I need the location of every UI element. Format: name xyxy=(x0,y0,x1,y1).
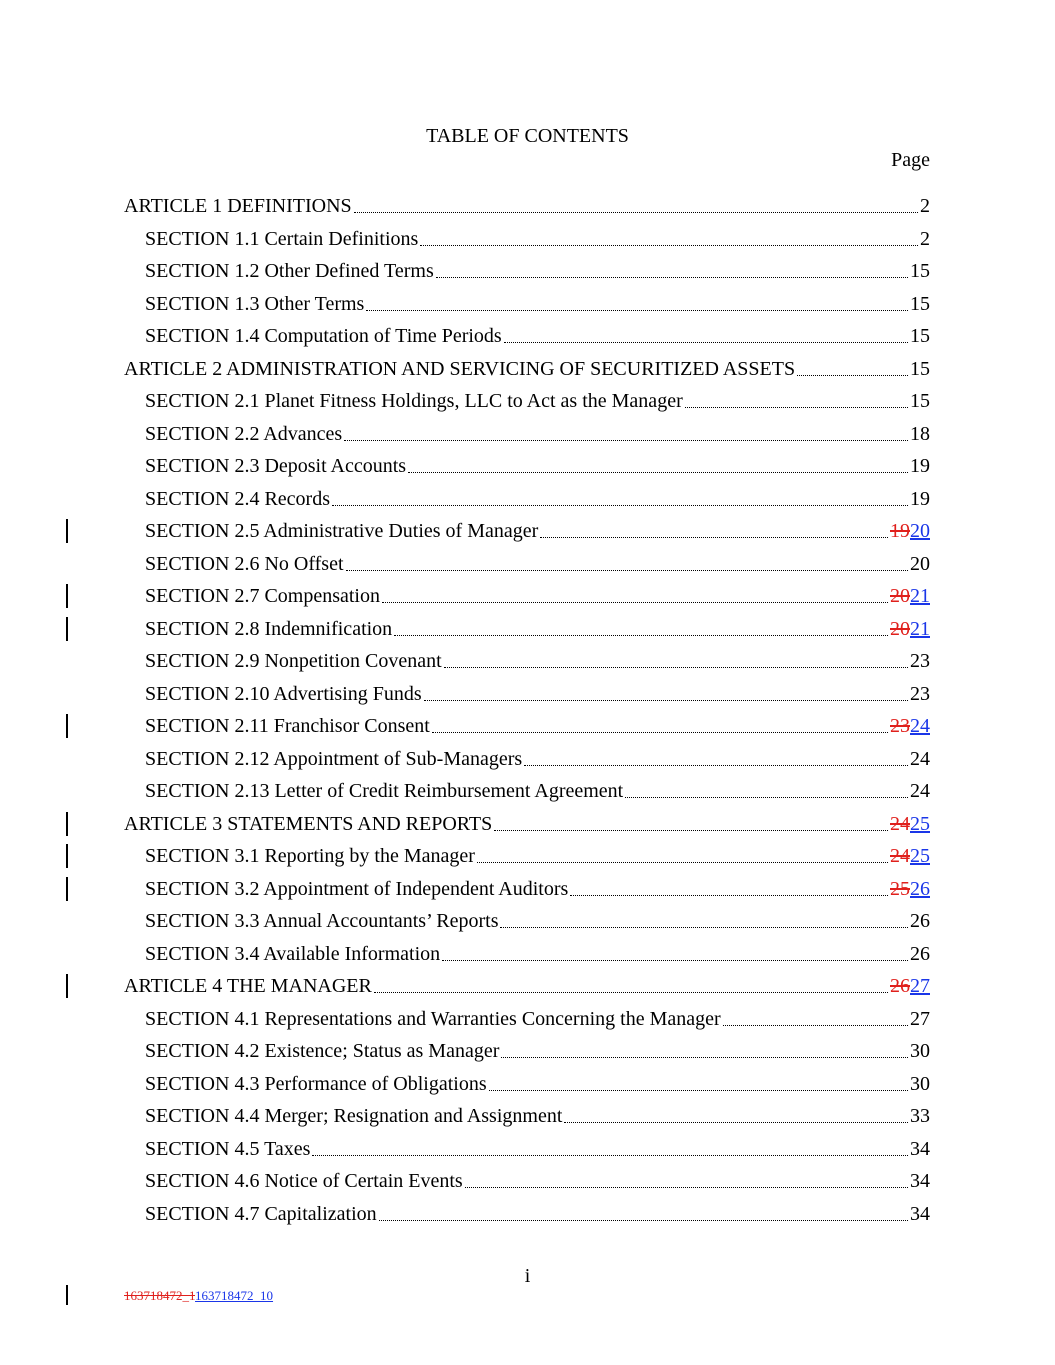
dot-leader xyxy=(332,483,908,506)
toc-list xyxy=(124,190,930,1230)
toc-entry-label: SECTION 2.6 No Offset xyxy=(145,552,344,575)
toc-entry-label: SECTION 3.1 Reporting by the Manager xyxy=(145,845,475,867)
dot-leader xyxy=(625,775,908,798)
toc-section-entry xyxy=(124,320,930,353)
toc-section-entry xyxy=(124,223,930,256)
toc-section-entry xyxy=(124,743,930,776)
toc-entry-label: ARTICLE 4 THE MANAGER xyxy=(124,975,372,997)
toc-entry-page: 27 xyxy=(910,1007,930,1030)
toc-section-entry xyxy=(124,1198,930,1231)
toc-entry-label: SECTION 2.11 Franchisor Consent xyxy=(145,715,430,737)
toc-entry-page xyxy=(890,808,930,840)
toc-entry-label: SECTION 2.1 Planet Fitness Holdings, LLC to Act as the Manager xyxy=(145,390,683,412)
toc-title: TABLE OF CONTENTS xyxy=(426,125,629,147)
dot-leader xyxy=(494,808,888,831)
deleted-page-number: 19 xyxy=(890,520,910,542)
toc-section-entry xyxy=(124,613,930,646)
toc-entry-label: SECTION 2.2 Advances xyxy=(145,422,343,445)
toc-entry-label: SECTION 2.3 Deposit Accounts xyxy=(145,455,407,477)
toc-section-entry xyxy=(124,678,930,711)
dot-leader xyxy=(564,1100,908,1123)
toc-entry-label: SECTION 1.2 Other Defined Terms xyxy=(145,260,434,282)
toc-entry-label: SECTION 4.3 Performance of Obligations xyxy=(145,1072,487,1095)
dot-leader xyxy=(540,515,888,538)
toc-entry-page: 15 xyxy=(910,325,930,347)
dot-leader xyxy=(685,385,908,408)
toc-entry-label: SECTION 4.7 Capitalization xyxy=(145,1202,377,1225)
toc-entry-page: 34 xyxy=(910,1137,930,1160)
toc-section-entry xyxy=(124,1035,930,1068)
toc-entry-label: SECTION 1.3 Other Terms xyxy=(145,292,365,315)
toc-entry-label: SECTION 2.10 Advertising Funds xyxy=(145,682,422,705)
toc-entry-label: SECTION 3.4 Available Information xyxy=(145,942,441,965)
toc-section-entry xyxy=(124,483,930,516)
dot-leader xyxy=(465,1165,908,1188)
toc-entry-label: SECTION 4.1 Representations and Warranties Concerning the Manager xyxy=(145,1007,721,1030)
toc-entry-page xyxy=(890,580,930,612)
toc-section-entry xyxy=(124,580,930,613)
page-column-header: Page xyxy=(891,149,930,171)
dot-leader xyxy=(379,1198,908,1221)
toc-entry-page xyxy=(890,710,930,742)
deleted-page-number: 26 xyxy=(890,975,910,997)
toc-entry-page: 15 xyxy=(910,292,930,315)
change-bar xyxy=(66,617,68,641)
toc-entry-page: 23 xyxy=(910,682,930,705)
deleted-page-number: 25 xyxy=(890,877,910,900)
dot-leader xyxy=(344,418,908,441)
dot-leader xyxy=(408,450,908,473)
toc-section-entry xyxy=(124,710,930,743)
toc-entry-page: 20 xyxy=(910,552,930,575)
change-bar xyxy=(66,877,68,901)
toc-section-entry xyxy=(124,938,930,971)
dot-leader xyxy=(366,288,908,311)
toc-entry-page: 18 xyxy=(910,422,930,445)
toc-entry-page xyxy=(890,873,930,905)
dot-leader xyxy=(432,710,888,733)
dot-leader xyxy=(382,580,888,603)
toc-section-entry xyxy=(124,873,930,906)
toc-entry-label: SECTION 4.6 Notice of Certain Events xyxy=(145,1170,463,1192)
deleted-page-number: 20 xyxy=(890,585,910,607)
inserted-page-number: 25 xyxy=(910,845,930,867)
toc-entry-page: 15 xyxy=(910,390,930,412)
dot-leader xyxy=(346,548,908,571)
toc-entry-label: SECTION 1.4 Computation of Time Periods xyxy=(145,325,502,347)
toc-section-entry xyxy=(124,548,930,581)
dot-leader xyxy=(442,938,908,961)
dot-leader xyxy=(524,743,908,766)
dot-leader xyxy=(424,678,908,701)
change-bar xyxy=(66,1285,68,1305)
toc-entry-page: 2 xyxy=(920,227,930,250)
toc-section-entry xyxy=(124,1165,930,1198)
dot-leader xyxy=(504,320,908,343)
toc-section-entry xyxy=(124,1133,930,1166)
toc-section-entry xyxy=(124,905,930,938)
toc-section-entry xyxy=(124,255,930,288)
inserted-page-number: 20 xyxy=(910,520,930,542)
inserted-page-number: 21 xyxy=(910,585,930,607)
change-bar xyxy=(66,844,68,868)
dot-leader xyxy=(436,255,908,278)
dot-leader xyxy=(312,1133,908,1156)
dot-leader xyxy=(394,613,888,636)
toc-entry-page: 26 xyxy=(910,910,930,932)
deleted-page-number: 24 xyxy=(890,845,910,867)
doc-id-inserted: 163718472_10 xyxy=(195,1288,274,1303)
toc-section-entry xyxy=(124,840,930,873)
toc-article-entry xyxy=(124,190,930,223)
toc-section-entry xyxy=(124,645,930,678)
toc-section-entry xyxy=(124,1068,930,1101)
change-bar xyxy=(66,584,68,608)
dot-leader xyxy=(420,223,918,246)
dot-leader xyxy=(354,190,918,213)
toc-entry-page: 15 xyxy=(910,357,930,380)
inserted-page-number: 21 xyxy=(910,617,930,640)
toc-entry-page: 19 xyxy=(910,455,930,477)
toc-article-entry xyxy=(124,808,930,841)
toc-entry-label: SECTION 4.2 Existence; Status as Manager xyxy=(145,1040,500,1062)
toc-section-entry xyxy=(124,450,930,483)
toc-entry-page: 26 xyxy=(910,942,930,965)
toc-entry-page: 34 xyxy=(910,1170,930,1192)
deleted-page-number: 20 xyxy=(890,617,910,640)
page-number: i xyxy=(524,1265,531,1287)
toc-entry-label: SECTION 3.3 Annual Accountants’ Reports xyxy=(145,910,499,932)
toc-entry-label: SECTION 1.1 Certain Definitions xyxy=(145,227,419,250)
toc-entry-label: SECTION 2.5 Administrative Duties of Manager xyxy=(145,520,539,542)
change-bar xyxy=(66,812,68,836)
dot-leader xyxy=(477,840,888,863)
dot-leader xyxy=(500,905,908,928)
toc-entry-label: SECTION 2.9 Nonpetition Covenant xyxy=(145,650,442,672)
toc-entry-page: 34 xyxy=(910,1202,930,1225)
deleted-page-number: 23 xyxy=(890,715,910,737)
toc-entry-page xyxy=(890,840,930,872)
toc-entry-label: SECTION 2.8 Indemnification xyxy=(145,617,393,640)
toc-entry-page: 30 xyxy=(910,1040,930,1062)
toc-entry-label: SECTION 3.2 Appointment of Independent Auditors xyxy=(145,877,569,900)
deleted-page-number: 24 xyxy=(890,812,910,835)
toc-article-entry xyxy=(124,970,930,1003)
toc-entry-label: SECTION 2.4 Records xyxy=(145,487,330,510)
change-bar xyxy=(66,974,68,998)
toc-entry-page xyxy=(890,970,930,1002)
toc-section-entry xyxy=(124,1100,930,1133)
inserted-page-number: 27 xyxy=(910,975,930,997)
dot-leader xyxy=(489,1068,908,1091)
change-bar xyxy=(66,714,68,738)
dot-leader xyxy=(501,1035,908,1058)
toc-section-entry xyxy=(124,515,930,548)
toc-entry-page: 19 xyxy=(910,487,930,510)
toc-section-entry xyxy=(124,385,930,418)
inserted-page-number: 24 xyxy=(910,715,930,737)
dot-leader xyxy=(444,645,908,668)
toc-entry-page: 24 xyxy=(910,780,930,802)
toc-entry-label: ARTICLE 1 DEFINITIONS xyxy=(124,195,352,217)
toc-entry-page: 24 xyxy=(910,747,930,770)
document-id xyxy=(124,1288,273,1304)
toc-entry-label: SECTION 2.13 Letter of Credit Reimbursement Agreement xyxy=(145,780,624,802)
toc-entry-page: 15 xyxy=(910,260,930,282)
doc-id-deleted: 163718472_1 xyxy=(124,1288,196,1303)
toc-entry-page: 2 xyxy=(920,195,930,217)
change-bar xyxy=(66,519,68,543)
dot-leader xyxy=(570,873,888,896)
toc-entry-page: 33 xyxy=(910,1105,930,1127)
inserted-page-number: 25 xyxy=(910,812,930,835)
toc-article-entry xyxy=(124,353,930,386)
toc-entry-page: 23 xyxy=(910,650,930,672)
toc-entry-label: ARTICLE 3 STATEMENTS AND REPORTS xyxy=(124,812,493,835)
toc-entry-label: SECTION 2.7 Compensation xyxy=(145,585,380,607)
toc-entry-label: ARTICLE 2 ADMINISTRATION AND SERVICING OF SECURITIZED ASSETS xyxy=(124,357,796,380)
toc-entry-label: SECTION 2.12 Appointment of Sub-Managers xyxy=(145,747,523,770)
toc-entry-page xyxy=(890,613,930,645)
dot-leader xyxy=(374,970,888,993)
toc-entry-label: SECTION 4.5 Taxes xyxy=(145,1137,311,1160)
inserted-page-number: 26 xyxy=(910,877,930,900)
toc-entry-page: 30 xyxy=(910,1072,930,1095)
dot-leader xyxy=(797,353,908,376)
toc-section-entry xyxy=(124,775,930,808)
toc-section-entry xyxy=(124,288,930,321)
toc-entry-page xyxy=(890,515,930,547)
dot-leader xyxy=(723,1003,908,1026)
toc-section-entry xyxy=(124,1003,930,1036)
toc-section-entry xyxy=(124,418,930,451)
toc-entry-label: SECTION 4.4 Merger; Resignation and Assignment xyxy=(145,1105,563,1127)
